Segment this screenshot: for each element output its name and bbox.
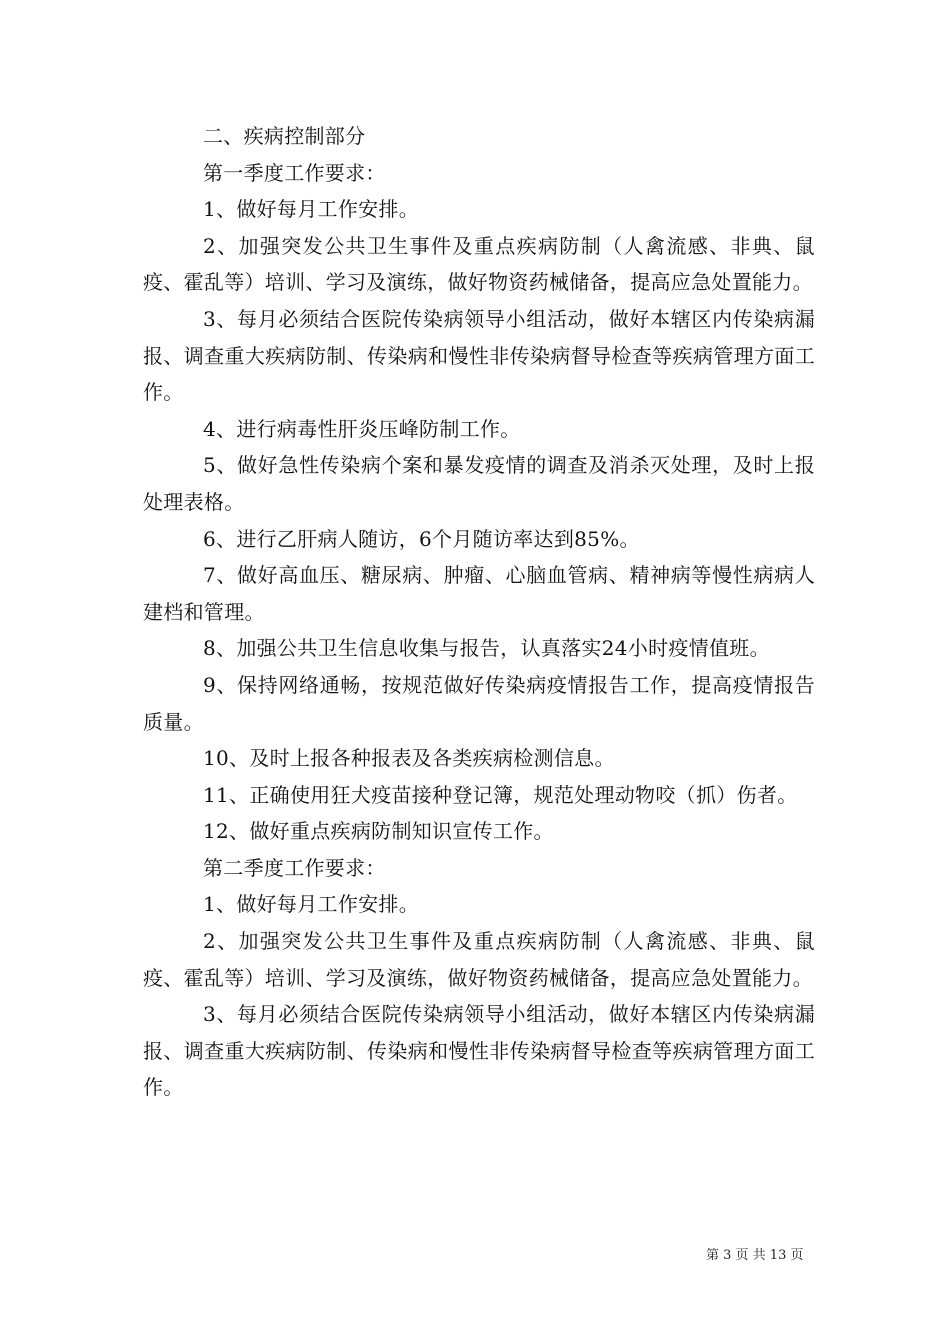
- section-heading: 二、疾病控制部分: [203, 124, 366, 148]
- list-item: 12、做好重点疾病防制知识宣传工作。: [203, 819, 554, 844]
- list-item: 2、加强突发公共卫生事件及重点疾病防制（人禽流感、非典、鼠疫、霍乱等）培训、学习及演练，做好物资药械储备，提高应急处置能力。: [143, 233, 815, 295]
- list-item: 8、加强公共卫生信息收集与报告，认真落实24小时疫情值班。: [203, 636, 770, 661]
- list-item: 11、正确使用狂犬疫苗接种登记簿，规范处理动物咬（抓）伤者。: [203, 782, 798, 807]
- subsection-heading: 第一季度工作要求：: [203, 160, 386, 185]
- list-item: 4、进行病毒性肝炎压峰防制工作。: [203, 416, 521, 441]
- list-item: 1、做好每月工作安排。: [203, 892, 420, 917]
- list-item: 1、做好每月工作安排。: [203, 197, 420, 222]
- list-item: 9、保持网络通畅，按规范做好传染病疫情报告工作，提高疫情报告质量。: [143, 672, 815, 734]
- list-item: 6、进行乙肝病人随访，6个月随访率达到85%。: [203, 526, 640, 551]
- list-item: 7、做好高血压、糖尿病、肿瘤、心脑血管病、精神病等慢性病病人建档和管理。: [143, 563, 815, 624]
- list-item: 3、每月必须结合医院传染病领导小组活动，做好本辖区内传染病漏报、调查重大疾病防制、传染病和慢性非传染病督导检查等疾病管理方面工作。: [143, 306, 815, 405]
- subsection-heading: 第二季度工作要求：: [203, 855, 386, 880]
- page-number: 第 3 页 共 13 页: [706, 1248, 804, 1263]
- list-item: 10、及时上报各种报表及各类疾病检测信息。: [203, 746, 615, 771]
- list-item: 2、加强突发公共卫生事件及重点疾病防制（人禽流感、非典、鼠疫、霍乱等）培训、学习及演练，做好物资药械储备，提高应急处置能力。: [143, 929, 815, 990]
- document-body: [143, 118, 815, 1106]
- list-item: 5、做好急性传染病个案和暴发疫情的调查及消杀灭处理，及时上报处理表格。: [143, 453, 815, 514]
- list-item: 3、每月必须结合医院传染病领导小组活动，做好本辖区内传染病漏报、调查重大疾病防制、传染病和慢性非传染病督导检查等疾病管理方面工作。: [143, 1002, 815, 1100]
